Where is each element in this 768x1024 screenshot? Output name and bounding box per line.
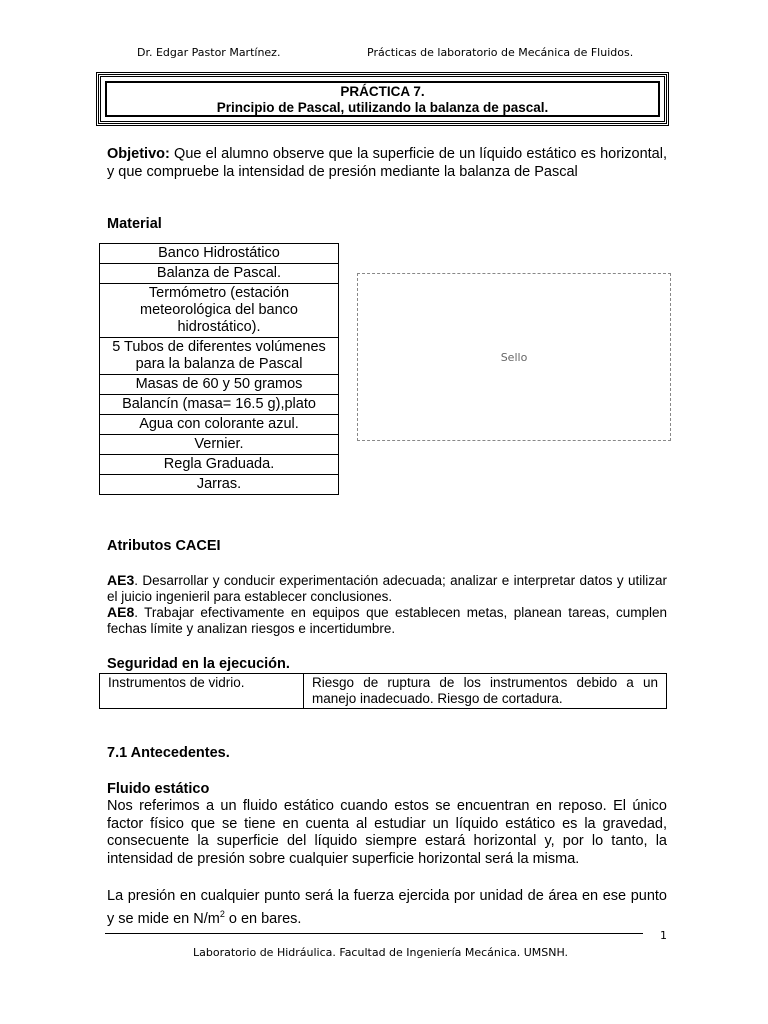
footer-text: Laboratorio de Hidráulica. Facultad de Ingeniería Mecánica. UMSNH. <box>193 946 569 959</box>
material-item: Regla Graduada. <box>100 455 339 475</box>
material-item: Masas de 60 y 50 gramos <box>100 375 339 395</box>
material-item: Agua con colorante azul. <box>100 415 339 435</box>
objective-text: Que el alumno observe que la superficie de un líquido estático es horizontal, y que compruebe la intensidad de presión mediante la balanza de Pascal <box>107 146 667 180</box>
material-table <box>99 243 339 495</box>
safety-risk: Riesgo de ruptura de los instrumentos debido a un manejo inadecuado. Riesgo de cortadura. <box>304 674 667 709</box>
material-item: Vernier. <box>100 435 339 455</box>
background-paragraph-1: Nos referimos a un fluido estático cuando estos se encuentran en reposo. El único factor físico que se tiene en cuenta al estudiar un líquido estático es la gravedad, consecuente la superficie del líquido siempre estará horizontal y, por lo tanto, la intensidad de presión sobre cualquier superficie horizontal será la misma. <box>107 798 667 867</box>
header-course: Prácticas de laboratorio de Mecánica de Fluidos. <box>367 46 634 59</box>
safety-heading: Seguridad en la ejecución. <box>107 656 290 672</box>
objective-paragraph <box>107 146 667 181</box>
title-box-inner <box>105 81 660 117</box>
pressure-text: La presión en cualquier punto será la fuerza ejercida por unidad de área en ese punto y se mide en N/m <box>107 888 667 927</box>
page-number: 1 <box>660 929 667 942</box>
background-heading: 7.1 Antecedentes. <box>107 745 230 761</box>
footer-divider <box>105 933 643 934</box>
practice-number: PRÁCTICA 7. <box>340 84 425 99</box>
table-row <box>100 375 339 395</box>
material-item: Balancín (masa= 16.5 g),plato <box>100 395 339 415</box>
attributes-heading: Atributos CACEI <box>107 538 221 554</box>
material-heading: Material <box>107 216 162 232</box>
safety-table <box>99 673 667 709</box>
ae8-text: . Trabajar efectivamente en equipos que establecen metas, planean tareas, cumplen fechas límite y analizan riesgos e incertidumbre. <box>107 605 667 636</box>
table-row <box>100 415 339 435</box>
material-item: Balanza de Pascal. <box>100 264 339 284</box>
header-author: Dr. Edgar Pastor Martínez. <box>137 46 281 59</box>
pressure-exponent: 2 <box>219 908 225 919</box>
table-row <box>100 284 339 338</box>
attribute-ae3 <box>107 572 667 605</box>
material-item: 5 Tubos de diferentes volúmenes para la balanza de Pascal <box>100 338 339 375</box>
material-item: Termómetro (estación meteorológica del banco hidrostático). <box>100 284 339 338</box>
static-fluid-heading: Fluido estático <box>107 781 210 797</box>
table-row <box>100 475 339 495</box>
ae3-label: AE3 <box>107 572 135 588</box>
table-row <box>100 338 339 375</box>
title-box <box>98 74 667 124</box>
safety-item: Instrumentos de vidrio. <box>100 674 304 709</box>
table-row <box>100 455 339 475</box>
seal-label: Sello <box>500 350 528 364</box>
material-item: Banco Hidrostático <box>100 244 339 264</box>
material-item: Jarras. <box>100 475 339 495</box>
seal-placeholder <box>357 273 671 441</box>
ae8-label: AE8 <box>107 604 135 620</box>
practice-title: Principio de Pascal, utilizando la balanza de pascal. <box>216 100 549 115</box>
table-row <box>100 674 667 709</box>
attribute-ae8 <box>107 604 667 637</box>
ae3-text: . Desarrollar y conducir experimentación adecuada; analizar e interpretar datos y utilizar el juicio ingenieril para establecer conclusiones. <box>107 573 667 604</box>
table-row <box>100 435 339 455</box>
pressure-text-end: o en bares. <box>224 910 302 927</box>
table-row <box>100 244 339 264</box>
table-row <box>100 395 339 415</box>
background-paragraph-2 <box>107 888 667 928</box>
objective-label: Objetivo: <box>107 146 170 162</box>
table-row <box>100 264 339 284</box>
